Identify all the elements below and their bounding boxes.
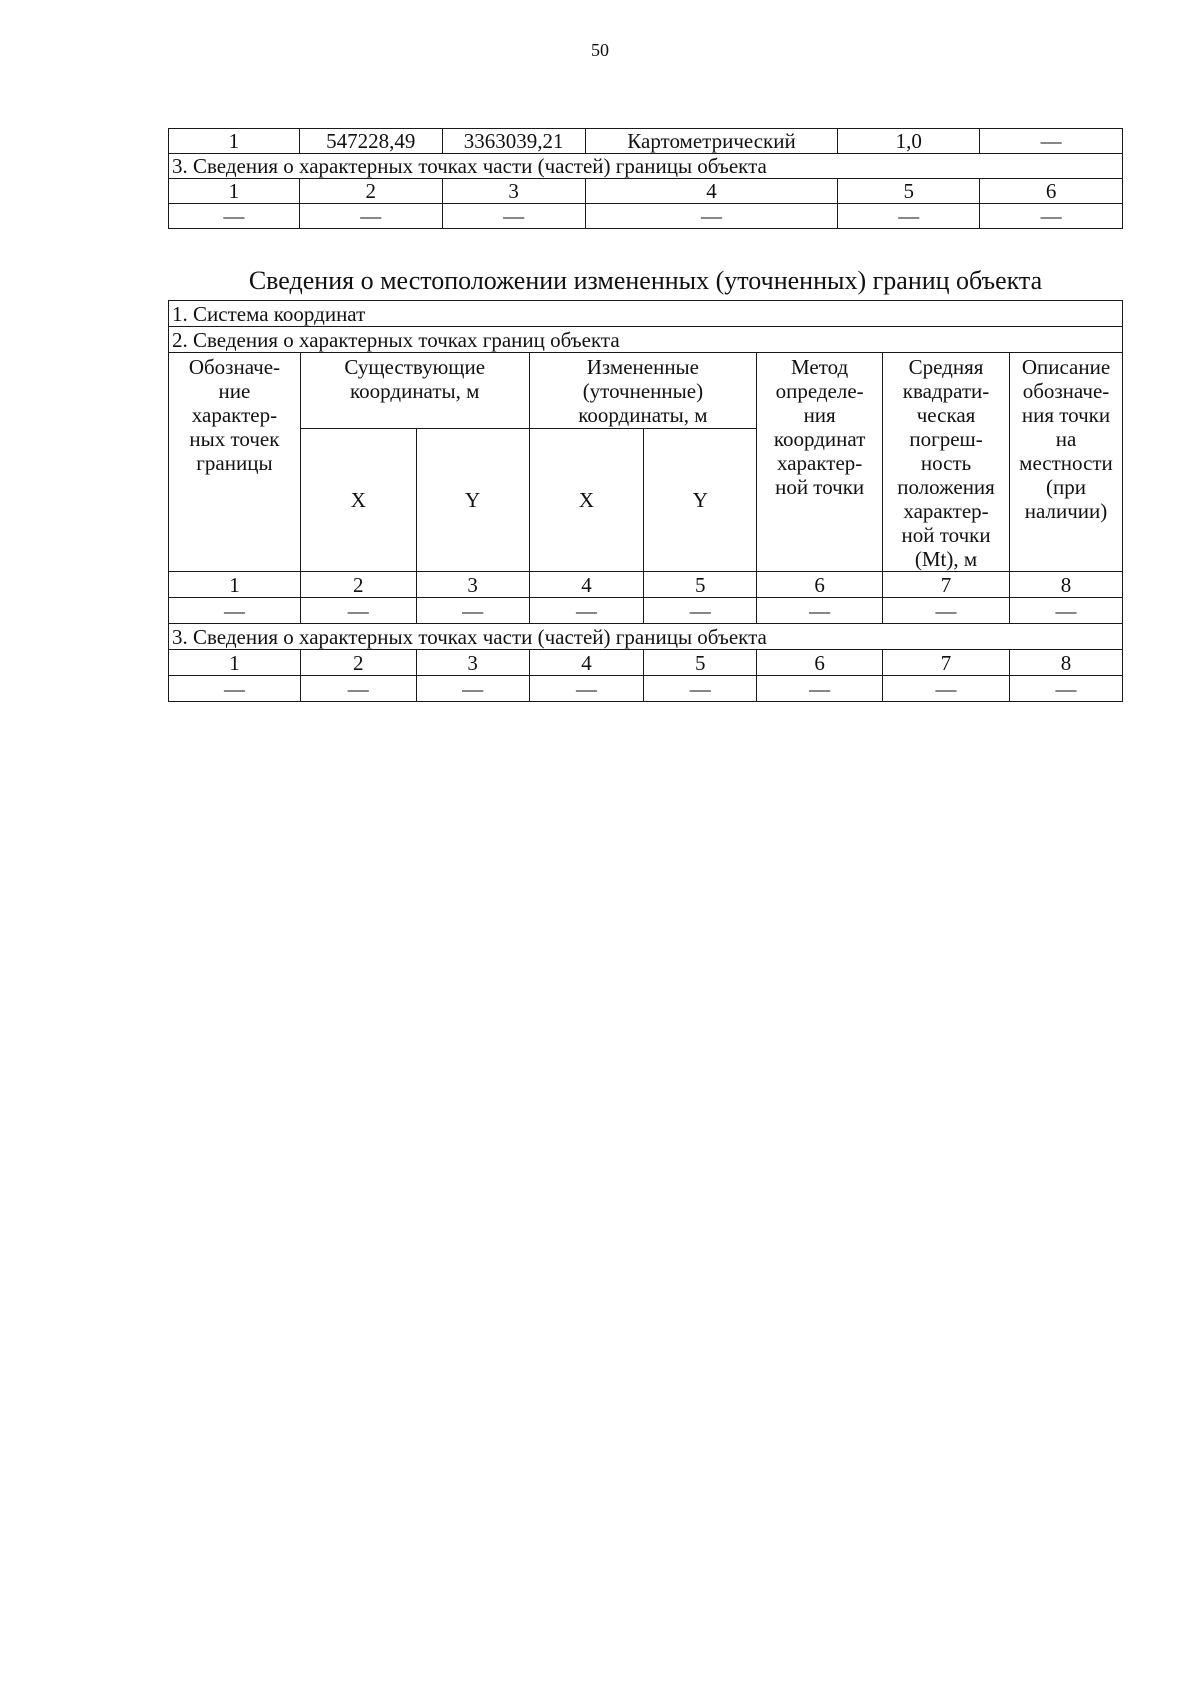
table-cell: 1 [169,129,300,154]
table-cell: 6 [757,572,883,598]
table-cell: 1 [169,179,300,204]
table-cell: — [416,676,529,702]
table-row [169,129,1123,154]
column-number-row [169,179,1123,204]
table-cell: — [529,598,644,624]
section-title: Сведения о местоположении измененных (уточненных) границ объекта [248,266,1043,295]
table-cell: — [300,676,416,702]
header-method: Метод определе- ния координат характер- ной точки [757,353,883,572]
column-number-row [169,572,1123,598]
section-3-heading: 3. Сведения о характерных точках части (частей) границы объекта [169,154,1123,179]
header-changed-coordinates: Измененные (уточненные) координаты, м [529,353,757,429]
table-cell: 8 [1009,650,1122,676]
table-cell: 547228,49 [299,129,442,154]
header-mean-error: Средняя квадрати- ческая погреш- ность положения характер- ной точки (Mt), м [883,353,1010,572]
page-number: 50 [591,40,609,60]
table-row [169,327,1123,353]
header-row [169,353,1123,429]
header-changed-y: Y [644,429,757,572]
table-cell: — [1009,598,1122,624]
changed-boundaries-table [168,300,1123,702]
table-cell: — [169,598,301,624]
header-existing-coordinates: Существующие координаты, м [300,353,529,429]
table-cell: — [169,676,301,702]
table-cell: 5 [644,650,757,676]
table-cell: 5 [838,179,980,204]
table-cell: Картометрический [585,129,838,154]
table-cell: 1,0 [838,129,980,154]
table-cell: 2 [299,179,442,204]
table-cell: 4 [529,650,644,676]
table-cell: — [169,204,300,229]
table-cell: — [529,676,644,702]
column-number-row [169,650,1123,676]
table-cell: — [416,598,529,624]
table-cell: 3 [416,650,529,676]
table-cell: — [1009,676,1122,702]
table-cell: 7 [883,650,1010,676]
table-row [169,154,1123,179]
header-existing-x: X [300,429,416,572]
section-3-heading: 3. Сведения о характерных точках части (частей) границы объекта [169,624,1123,650]
table-cell: — [757,676,883,702]
table-cell: 1 [169,650,301,676]
table-cell: — [644,676,757,702]
header-description: Описание обозначе- ния точки на местности (при наличии) [1009,353,1122,572]
table-cell: 2 [300,572,416,598]
table-cell: 3 [416,572,529,598]
table-row [169,301,1123,327]
header-point-designation: Обозначе- ние характер- ных точек границы [169,353,301,572]
table-cell: — [644,598,757,624]
table-cell: — [585,204,838,229]
table-cell: 2 [300,650,416,676]
table-cell: 4 [529,572,644,598]
table-row [169,676,1123,702]
table-row [169,598,1123,624]
table-cell: — [980,204,1123,229]
table-cell: — [838,204,980,229]
table-row [169,624,1123,650]
table-cell: — [883,676,1010,702]
header-existing-y: Y [416,429,529,572]
table-cell: 6 [757,650,883,676]
table-row [169,204,1123,229]
table-cell: 4 [585,179,838,204]
table-cell: 1 [169,572,301,598]
header-changed-x: X [529,429,644,572]
table-cell: — [757,598,883,624]
table-cell: 7 [883,572,1010,598]
table-cell: 8 [1009,572,1122,598]
points-table-continuation [168,128,1123,229]
table-cell: — [300,598,416,624]
table-cell: — [299,204,442,229]
table-cell: — [883,598,1010,624]
table-cell: 3363039,21 [442,129,585,154]
table-cell: — [442,204,585,229]
table-cell: — [980,129,1123,154]
table-cell: 3 [442,179,585,204]
points-heading: 2. Сведения о характерных точках границ объекта [169,327,1123,353]
table-cell: 6 [980,179,1123,204]
table-cell: 5 [644,572,757,598]
coordinate-system-heading: 1. Система координат [169,301,1123,327]
